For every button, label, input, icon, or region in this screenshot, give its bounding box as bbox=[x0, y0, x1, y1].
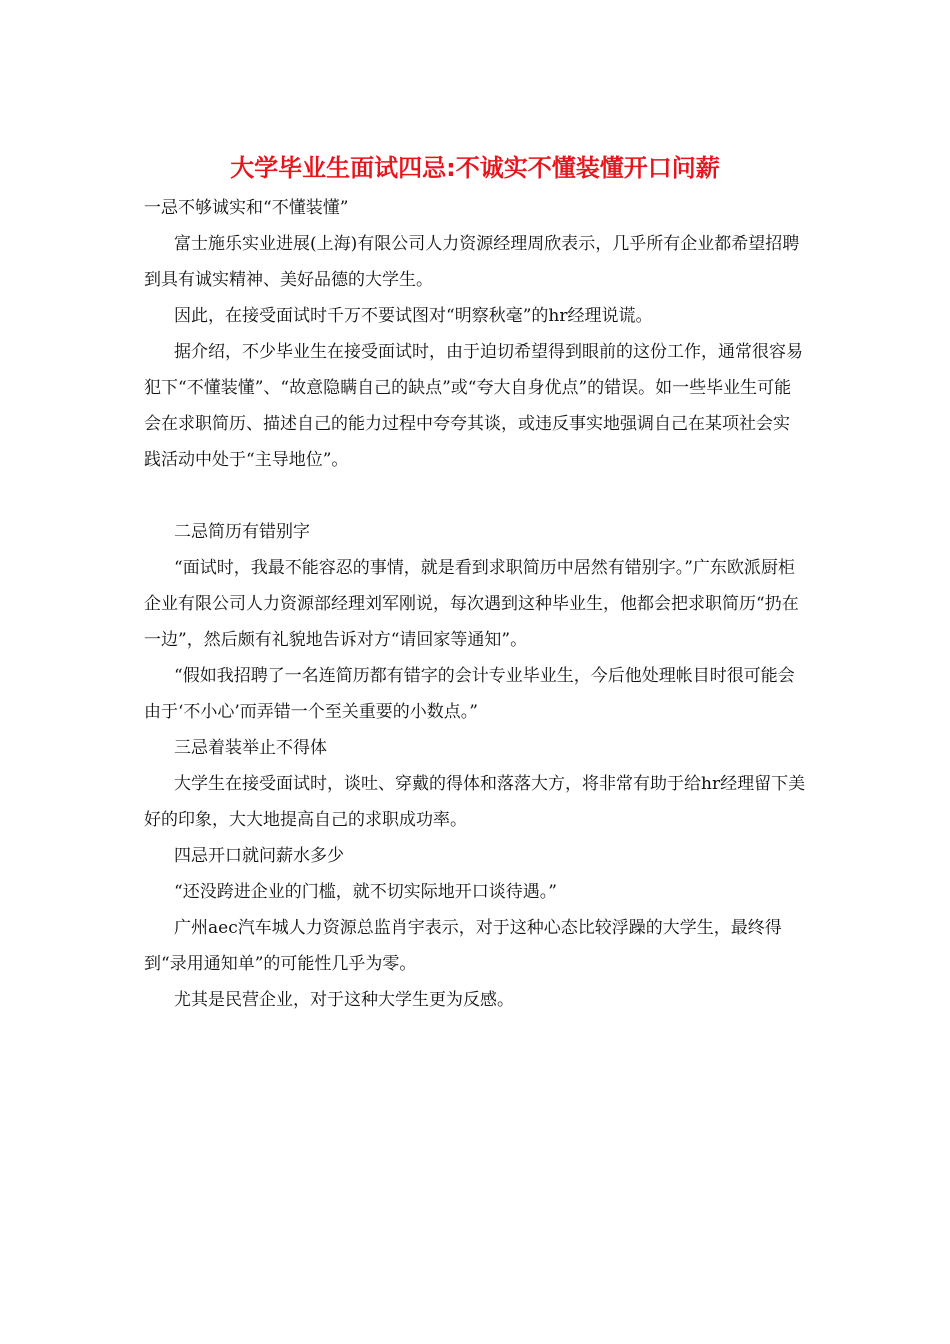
paragraph: “面试时，我最不能容忍的事情，就是看到求职简历中居然有错别字。”广东欧派厨柜企业有限公司人力资源部经理刘军刚说，每次遇到这种毕业生，他都会把求职简历“扔在一边”，然后颇有礼貌地告诉对方“请回家等通知”。 bbox=[144, 558, 799, 650]
paragraph-gap bbox=[144, 478, 806, 514]
section-heading-4: 四忌开口就问薪水多少 bbox=[174, 846, 344, 866]
paragraph: 据介绍，不少毕业生在接受面试时，由于迫切希望得到眼前的这份工作，通常很容易犯下“不懂装懂”、“故意隐瞒自己的缺点”或“夸大自身优点”的错误。如一些毕业生可能会在求职简历、描述自己的能力过程中夸夸其谈，或违反事实地强调自己在某项社会实践活动中处于“主导地位”。 bbox=[144, 342, 803, 470]
paragraph: 大学生在接受面试时，谈吐、穿戴的得体和落落大方，将非常有助于给hr经理留下美好的印象，大大地提高自己的求职成功率。 bbox=[144, 774, 806, 830]
paragraph: “假如我招聘了一名连简历都有错字的会计专业毕业生，今后他处理帐目时很可能会由于‘不小心’而弄错一个至关重要的小数点。” bbox=[144, 666, 795, 722]
section-heading-1: 一忌不够诚实和“不懂装懂” bbox=[144, 198, 349, 218]
section-heading-3: 三忌着装举止不得体 bbox=[174, 738, 327, 758]
paragraph: 广州aec汽车城人力资源总监肖宇表示，对于这种心态比较浮躁的大学生，最终得到“录用通知单”的可能性几乎为零。 bbox=[144, 918, 782, 974]
document-title: 大学毕业生面试四忌:不诚实不懂装懂开口问薪 bbox=[230, 154, 720, 182]
paragraph: 尤其是民营企业，对于这种大学生更为反感。 bbox=[174, 990, 514, 1010]
paragraph: “还没跨进企业的门槛，就不切实际地开口谈待遇。” bbox=[174, 882, 557, 902]
paragraph: 富士施乐实业进展(上海)有限公司人力资源经理周欣表示，几乎所有企业都希望招聘到具有诚实精神、美好品德的大学生。 bbox=[144, 234, 800, 290]
document-body bbox=[144, 190, 806, 1018]
section-heading-2: 二忌简历有错别字 bbox=[174, 522, 310, 542]
paragraph: 因此，在接受面试时千万不要试图对“明察秋毫”的hr经理说谎。 bbox=[174, 306, 653, 326]
